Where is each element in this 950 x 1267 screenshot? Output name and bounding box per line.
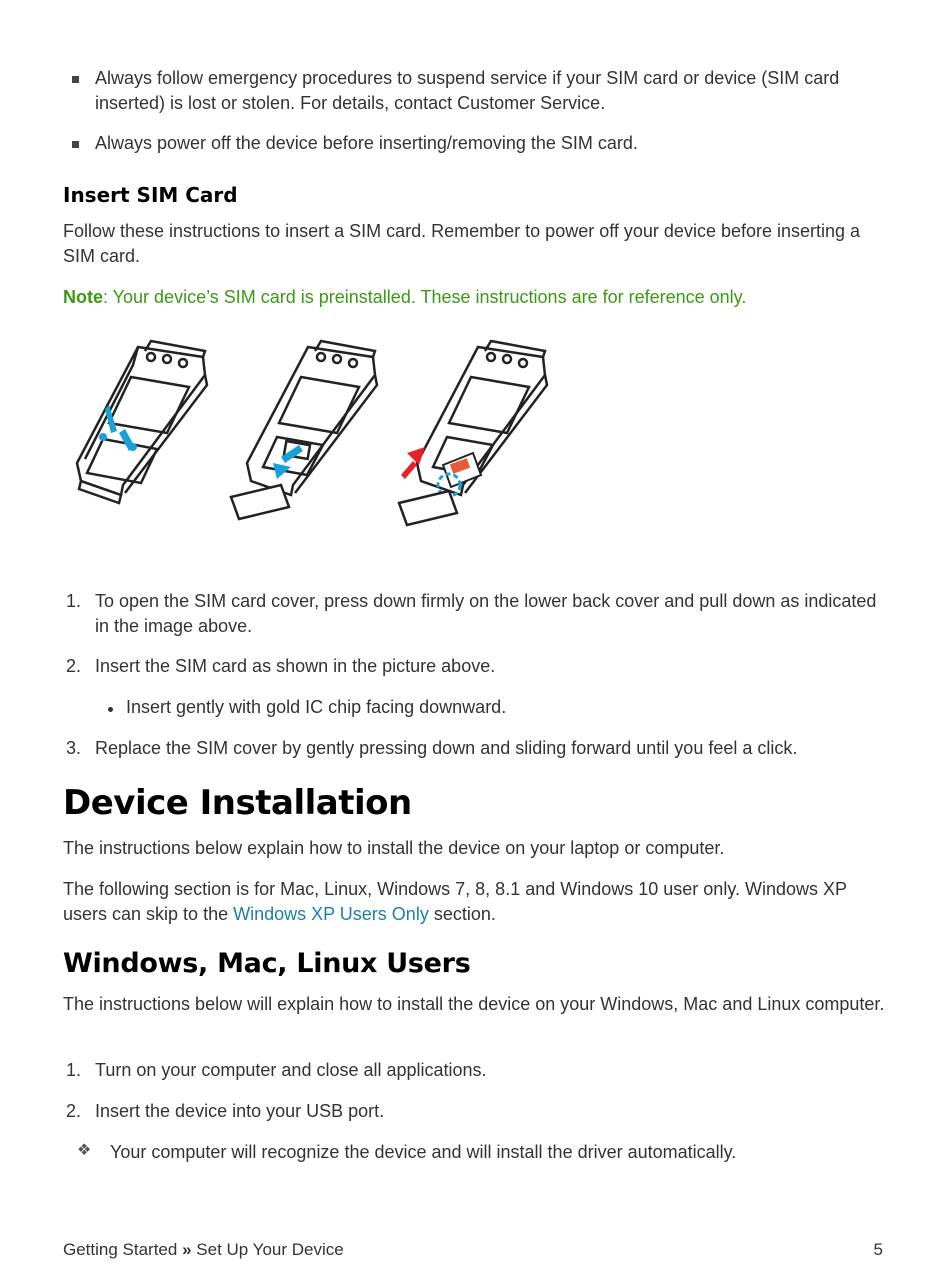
- dot-bullet-icon: [108, 707, 113, 712]
- list-item: 3. Replace the SIM cover by gently pressing down and sliding forward until you feel a click.: [66, 738, 798, 758]
- windows-xp-users-link[interactable]: Windows XP Users Only: [233, 904, 429, 924]
- list-item: 2. Insert the device into your USB port.: [66, 1101, 385, 1121]
- wml-users-intro: The instructions below will explain how to install the device on your Windows, Mac and Linux computer.: [63, 994, 885, 1014]
- page-footer: [63, 1240, 883, 1260]
- sim-cover-removed: [231, 485, 289, 519]
- diamond-bullet-icon: ❖: [77, 1142, 92, 1159]
- note-text: : Your device’s SIM card is preinstalled. These instructions are for reference only.: [103, 287, 747, 307]
- square-bullet-icon: [72, 141, 79, 148]
- list-item: ❖ Your computer will recognize the device and will install the driver automatically.: [63, 1140, 885, 1165]
- note-label: Note: [63, 287, 103, 307]
- device-illustration-step3: [417, 341, 547, 495]
- insert-sim-intro: Follow these instructions to insert a SIM card. Remember to power off your device before inserting a SIM card.: [63, 221, 861, 266]
- device-installation-heading: Device Installation: [63, 783, 412, 823]
- insert-sim-note: [63, 285, 885, 310]
- list-item: 1. Turn on your computer and close all applications.: [66, 1060, 487, 1080]
- sim-cover-replace: [399, 491, 457, 525]
- sim-insertion-figure: [63, 335, 583, 545]
- safety-bullet: Always power off the device before inserting/removing the SIM card.: [63, 131, 885, 156]
- list-item: 1. To open the SIM card cover, press down firmly on the lower back cover and pull down as indicated in the image above.: [66, 591, 877, 636]
- device-installation-p1: The instructions below explain how to install the device on your laptop or computer.: [63, 838, 725, 858]
- footer-subsection: Set Up Your Device: [196, 1240, 344, 1259]
- list-item: Insert gently with gold IC chip facing downward.: [63, 695, 885, 720]
- list-item: 2. Insert the SIM card as shown in the picture above.: [66, 656, 496, 676]
- breadcrumb-separator: »: [182, 1240, 192, 1259]
- footer-section: Getting Started: [63, 1240, 178, 1259]
- device-illustration-step2: [247, 341, 377, 495]
- square-bullet-icon: [72, 76, 79, 83]
- insert-sim-heading: Insert SIM Card: [63, 183, 238, 207]
- wml-users-heading: Windows, Mac, Linux Users: [63, 948, 471, 979]
- safety-bullet: Always follow emergency procedures to suspend service if your SIM card or device (SIM card inserted) is lost or stolen. For details, contact Customer Service.: [63, 66, 885, 116]
- page-number: 5: [873, 1240, 883, 1259]
- device-illustration-step1: [77, 341, 207, 503]
- device-installation-p2: The following section is for Mac, Linux, Windows 7, 8, 8.1 and Windows 10 user only. Windows XP users can skip to the Windows XP Users Only section.: [63, 879, 847, 924]
